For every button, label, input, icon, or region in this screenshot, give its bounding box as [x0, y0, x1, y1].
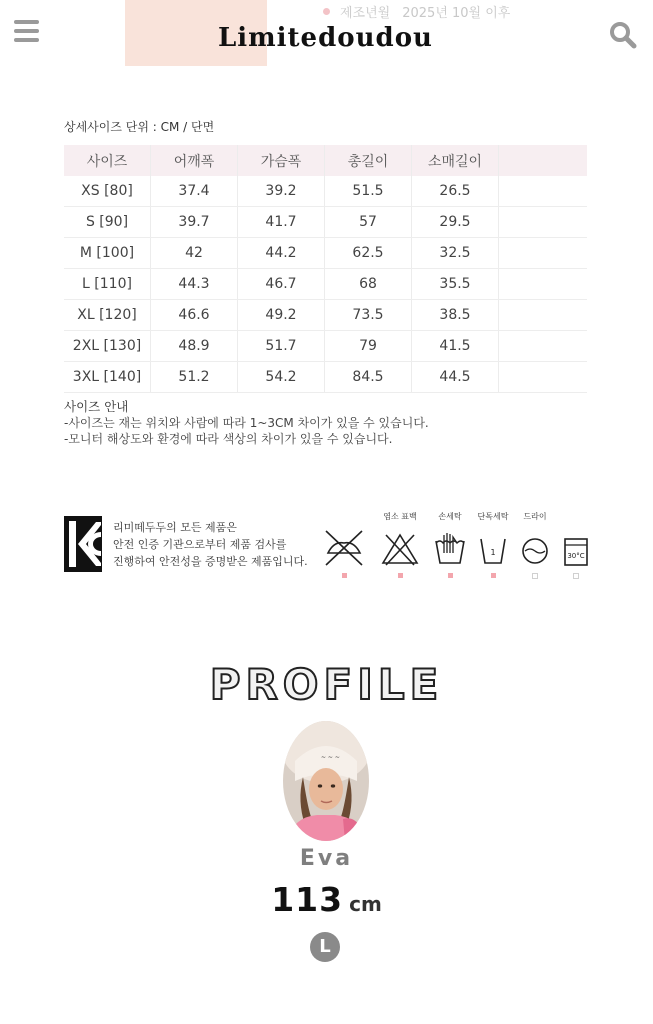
table-cell — [499, 238, 588, 269]
bullet-dot — [323, 8, 330, 15]
table-cell: 44.3 — [151, 269, 238, 300]
table-cell: M [100] — [64, 238, 151, 269]
size-chart-header-row — [64, 145, 587, 176]
table-row — [64, 331, 587, 362]
care-label: 염소 표백 — [383, 512, 417, 521]
care-label: 드라이 — [523, 512, 547, 521]
size-guide-line: -사이즈는 재는 위치와 사람에 따라 1~3CM 차이가 있을 수 있습니다. — [64, 416, 429, 430]
table-row — [64, 176, 587, 207]
no-iron-icon — [324, 527, 364, 567]
care-status-mark — [573, 573, 579, 579]
size-chart-table — [64, 145, 587, 393]
search-icon — [608, 20, 638, 50]
table-cell: 57 — [325, 207, 412, 238]
care-status-mark — [398, 573, 403, 578]
table-cell — [499, 300, 588, 331]
search-button[interactable] — [608, 20, 638, 50]
table-cell: 46.7 — [238, 269, 325, 300]
model-height-value: 113 — [271, 880, 344, 919]
table-cell: 39.2 — [238, 176, 325, 207]
table-cell: 26.5 — [412, 176, 499, 207]
table-cell: XL [120] — [64, 300, 151, 331]
certification-line: 진행하여 안전성을 증명받은 제품입니다. — [113, 555, 308, 568]
menu-button[interactable] — [14, 20, 40, 44]
manufacture-date-value: 2025년 10월 이후 — [402, 6, 511, 21]
model-name: Eva — [299, 846, 354, 871]
care-status-mark — [491, 573, 496, 578]
hand-wash-icon — [430, 527, 470, 567]
kc-certification-icon — [64, 516, 102, 572]
table-cell: 41.5 — [412, 331, 499, 362]
wash-temperature: 30°C — [567, 552, 585, 560]
table-cell: 2XL [130] — [64, 331, 151, 362]
care-status-mark — [532, 573, 538, 579]
table-row — [64, 362, 587, 393]
table-cell: 73.5 — [325, 300, 412, 331]
care-machine-wash — [556, 511, 596, 579]
certification-text — [113, 519, 308, 570]
table-row — [64, 238, 587, 269]
size-column-header: 사이즈 — [64, 145, 151, 176]
table-cell: 54.2 — [238, 362, 325, 393]
manufacture-date-label: 제조년월 — [340, 6, 391, 21]
table-cell: 48.9 — [151, 331, 238, 362]
no-bleach-icon — [380, 527, 420, 567]
size-guide-line: -모니터 해상도와 환경에 따라 색상의 차이가 있을 수 있습니다. — [64, 432, 393, 446]
care-label: 단독세탁 — [477, 512, 509, 521]
dry-clean-icon — [515, 527, 555, 567]
care-dry-clean — [515, 511, 555, 579]
care-label — [556, 511, 596, 523]
table-cell: 46.6 — [151, 300, 238, 331]
length-column-header: 총길이 — [325, 145, 412, 176]
machine-wash-30-icon — [556, 527, 596, 567]
table-cell: 79 — [325, 331, 412, 362]
size-chart-caption: 상세사이즈 단위 : CM / 단면 — [64, 120, 215, 134]
model-size-badge: L — [310, 932, 340, 962]
care-status-mark — [342, 573, 347, 578]
table-cell — [499, 362, 588, 393]
model-height — [0, 880, 653, 919]
table-cell — [499, 331, 588, 362]
size-guide — [64, 399, 429, 447]
svg-text:~ ~ ~: ~ ~ ~ — [321, 754, 340, 761]
profile-title: PROFILE — [209, 660, 444, 709]
table-cell: 38.5 — [412, 300, 499, 331]
care-status-mark — [448, 573, 453, 578]
table-cell: 37.4 — [151, 176, 238, 207]
care-hand-wash — [430, 511, 470, 578]
table-cell: S [90] — [64, 207, 151, 238]
model-height-unit: cm — [349, 892, 382, 916]
care-label — [324, 511, 364, 523]
separate-wash-number: 1 — [490, 548, 496, 557]
table-cell: 32.5 — [412, 238, 499, 269]
table-row — [64, 269, 587, 300]
table-cell — [499, 176, 588, 207]
table-cell: 41.7 — [238, 207, 325, 238]
certification-line: 안전 인증 기관으로부터 제품 검사를 — [113, 538, 287, 551]
care-label: 손세탁 — [438, 512, 462, 521]
table-row — [64, 300, 587, 331]
separate-wash-icon — [473, 527, 513, 567]
table-cell: 35.5 — [412, 269, 499, 300]
table-cell — [499, 269, 588, 300]
certification-line: 리미떼두두의 모든 제품은 — [113, 521, 237, 534]
table-cell: 29.5 — [412, 207, 499, 238]
shoulder-column-header: 어깨폭 — [151, 145, 238, 176]
table-cell: 44.2 — [238, 238, 325, 269]
table-cell — [499, 207, 588, 238]
table-cell: L [110] — [64, 269, 151, 300]
care-separate-wash — [473, 511, 513, 578]
table-cell: 51.2 — [151, 362, 238, 393]
table-cell: 62.5 — [325, 238, 412, 269]
chest-column-header: 가슴폭 — [238, 145, 325, 176]
table-cell: 68 — [325, 269, 412, 300]
table-cell: 49.2 — [238, 300, 325, 331]
model-photo — [283, 721, 369, 841]
table-row — [64, 207, 587, 238]
model-avatar — [283, 721, 369, 841]
manufacture-date — [323, 2, 510, 21]
table-cell: XS [80] — [64, 176, 151, 207]
table-cell: 42 — [151, 238, 238, 269]
care-no-iron — [324, 511, 364, 578]
table-cell: 3XL [140] — [64, 362, 151, 393]
empty-column-header — [499, 145, 588, 176]
size-guide-title: 사이즈 안내 — [64, 399, 129, 414]
table-cell: 44.5 — [412, 362, 499, 393]
table-cell: 39.7 — [151, 207, 238, 238]
brand-logo[interactable]: Limitedoudou — [218, 23, 433, 53]
table-cell: 51.7 — [238, 331, 325, 362]
table-cell: 51.5 — [325, 176, 412, 207]
table-cell: 84.5 — [325, 362, 412, 393]
sleeve-column-header: 소매길이 — [412, 145, 499, 176]
care-no-bleach — [380, 511, 420, 578]
